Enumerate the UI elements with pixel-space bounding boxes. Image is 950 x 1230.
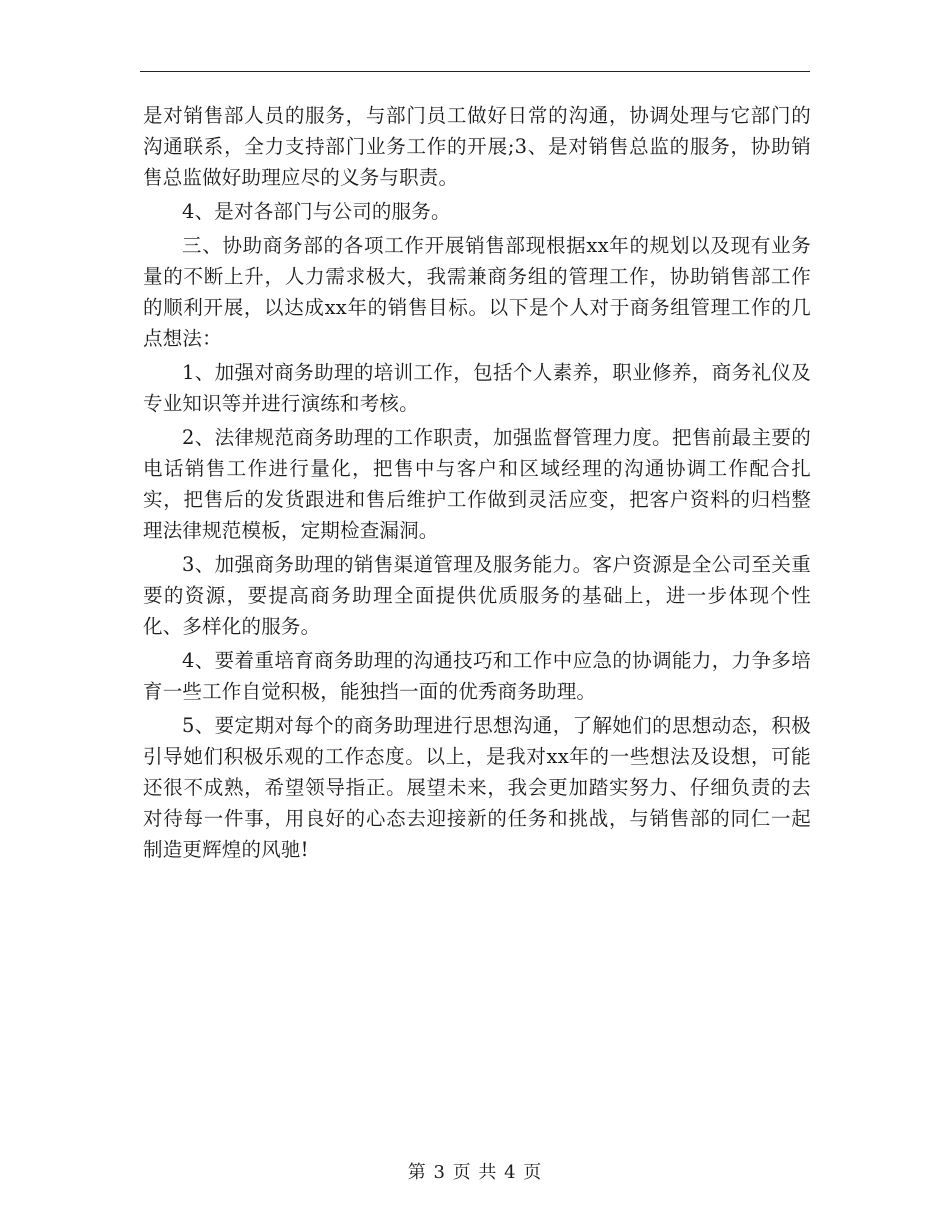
paragraph-2: 4、是对各部门与公司的服务。	[182, 200, 451, 223]
paragraph-3: 三、协助商务部的各项工作开展销售部现根据xx年的规划以及现有业务量的不断上升，人力需求极大，我需兼商务组的管理工作，协助销售部工作的顺利开展，以达成xx年的销售目标。以下是个人对于商务组管理工作的几点想法：	[143, 234, 811, 350]
page-number-footer: 第 3 页 共 4 页	[407, 1162, 543, 1183]
paragraph-5: 2、法律规范商务助理的工作职责，加强监督管理力度。把售前最主要的电话销售工作进行量化，把售中与客户和区域经理的沟通协调工作配合扎实，把售后的发货跟进和售后维护工作做到灵活应变，把客户资料的归档整理法律规范模板，定期检查漏洞。	[143, 426, 811, 542]
paragraph-4: 1、加强对商务助理的培训工作，包括个人素养，职业修养，商务礼仪及专业知识等并进行演练和考核。	[143, 361, 811, 415]
paragraph-8: 5、要定期对每个的商务助理进行思想沟通，了解她们的思想动态，积极引导她们积极乐观的工作态度。以上，是我对xx年的一些想法及设想，可能还很不成熟，希望领导指正。展望未来，我会更加踏实努力、仔细负责的去对待每一件事，用良好的心态去迎接新的任务和挑战，与销售部的同仁一起制造更辉煌的风驰!	[143, 714, 811, 861]
document-body	[143, 100, 811, 868]
paragraph-7: 4、要着重培育商务助理的沟通技巧和工作中应急的协调能力，力争多培育一些工作自觉积极，能独挡一面的优秀商务助理。	[143, 649, 811, 703]
paragraph-6: 3、加强商务助理的销售渠道管理及服务能力。客户资源是全公司至关重要的资源，要提高商务助理全面提供优质服务的基础上，进一步体现个性化、多样化的服务。	[143, 553, 811, 638]
paragraph-1: 是对销售部人员的服务，与部门员工做好日常的沟通，协调处理与它部门的沟通联系，全力支持部门业务工作的开展;3、是对销售总监的服务，协助销售总监做好助理应尽的义务与职责。	[143, 104, 811, 189]
header-rule	[140, 71, 810, 72]
